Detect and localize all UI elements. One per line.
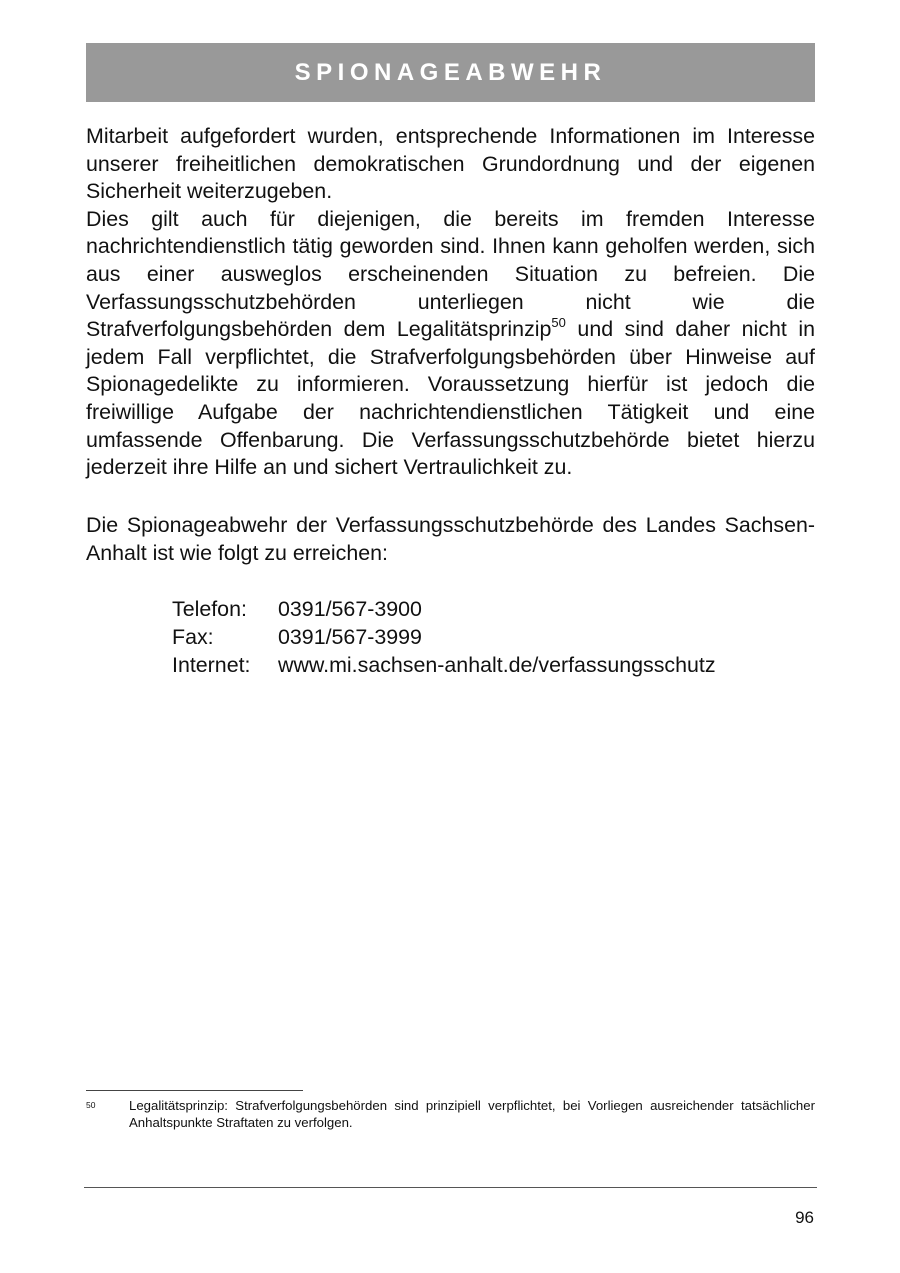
footnote-number: 50	[86, 1100, 96, 1110]
paragraph-2	[86, 206, 815, 482]
paragraph-2-part-1: Dies gilt auch für diejenigen, die bereits im fremden Interesse nachrichtendienstlich tätig geworden sind. Ihnen kann geholfen werden, sich aus einer ausweglos erscheinenden Situation zu befreien. Die Verfassungsschutzbehörden unterliegen nicht wie die Strafverfolgungsbehörden dem Legalitätsprinzip	[86, 206, 815, 342]
footer-divider	[84, 1187, 817, 1188]
contact-label: Telefon:	[172, 597, 247, 621]
paragraph-2-part-2: und sind daher nicht in jedem Fall verpflichtet, die Strafverfolgungsbehörden über Hinweise auf Spionagedelikte zu informieren. Voraussetzung hierfür ist jedoch die freiwillige Aufgabe der nachrichtendienstlichen Tätigkeit und eine umfassende Offenbarung. Die Verfassungsschutzbehörde bietet hierzu jederzeit ihre Hilfe an und sichert Vertraulichkeit zu.	[86, 317, 816, 480]
section-title: SPIONAGEABWEHR	[294, 58, 607, 86]
contact-table	[172, 595, 716, 679]
footnote-divider	[86, 1090, 303, 1091]
section-header-bar	[86, 43, 815, 102]
footnote-reference[interactable]: 50	[551, 315, 566, 331]
footnote	[86, 1097, 815, 1131]
contact-label: Fax:	[172, 625, 214, 649]
website-link[interactable]: www.mi.sachsen-anhalt.de/verfassungsschutz	[278, 653, 716, 677]
contact-row-telefon	[172, 595, 716, 623]
contact-intro	[86, 512, 815, 567]
contact-row-fax	[172, 623, 716, 651]
fax-number: 0391/567-3999	[278, 625, 422, 649]
phone-number: 0391/567-3900	[278, 597, 422, 621]
paragraph-1: Mitarbeit aufgefordert wurden, entsprechende Informationen im Interesse unserer freiheitlichen demokratischen Grundordnung und der eigenen Sicherheit weiterzugeben.	[86, 124, 815, 204]
body-text-block	[86, 123, 815, 482]
paragraph-3: Die Spionageabwehr der Verfassungsschutzbehörde des Landes Sachsen-Anhalt ist wie folgt zu erreichen:	[86, 513, 815, 565]
page-number: 96	[795, 1208, 814, 1227]
contact-row-internet	[172, 651, 716, 679]
footnote-text: Legalitätsprinzip: Strafverfolgungsbehörden sind prinzipiell verpflichtet, bei Vorliegen ausreichender tatsächlicher Anhaltspunkte Straftaten zu verfolgen.	[129, 1098, 815, 1130]
contact-label: Internet:	[172, 653, 251, 677]
